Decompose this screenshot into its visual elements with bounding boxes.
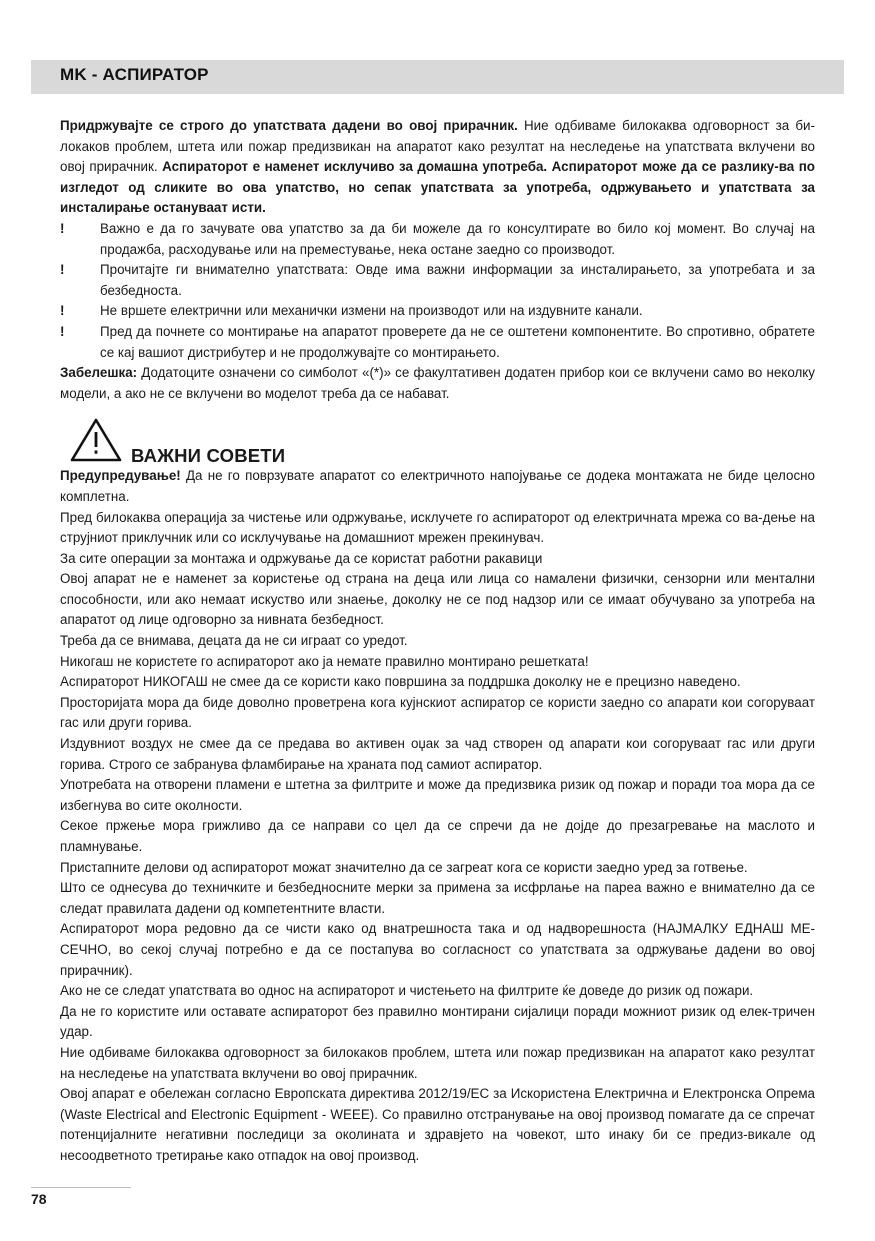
warning-paragraph: Овој апарат не е наменет за користење од страна на деца или лица со намалени физички, сензорни или ментални способности, или ако немаат искуство или знаење, доколку не се под надзор или се имаат обучувано за употреба на апаратот од лице одговорно за нивната безбедност. xyxy=(60,571,815,628)
note-paragraph xyxy=(60,363,815,404)
exclamation-icon: ! xyxy=(60,303,65,319)
warning-paragraph: Секое пржење мора грижливо да се направи со цел да се спречи да не дојде до презагревање на маслото и пламнување. xyxy=(60,818,815,854)
section-title: MK - АСПИРАТОР xyxy=(60,65,209,84)
warnings-title: ВАЖНИ СОВЕТИ xyxy=(131,444,286,466)
manual-content xyxy=(60,116,815,1167)
warning-paragraph: Употребата на отворени пламени е штетна за филтрите и може да предизвика ризик од пожар и поради тоа мора да се избегнува во сите околности. xyxy=(60,777,815,813)
intro-paragraph xyxy=(60,116,815,219)
exclamation-icon: ! xyxy=(60,220,65,236)
note-text: Додатоците означени со симболот «(*)» се факултативен додатен прибор кои се вклучени само во неколку модели, а ако не се вклучени во моделот треба да се набават. xyxy=(60,365,815,401)
warning-paragraph: Што се однесува до техничките и безбедносните мерки за примена за исфрлање на пареа важно е внимателно да се следат правилата дадени од компетентните власти. xyxy=(60,880,815,916)
warning-paragraph: Ние одбиваме билокаква одговорност за билокаков проблем, штета или пожар предизвикан на апаратот како резултат на неследење на упатствата вклучени во овој прирачник. xyxy=(60,1044,815,1081)
warning-paragraph: Треба да се внимава, децата да не си играат со уредот. xyxy=(60,633,408,649)
warning-paragraph: Никогаш не користете го аспираторот ако ја немате правилно монтирано решетката! xyxy=(60,653,589,669)
exclamation-icon: ! xyxy=(60,323,65,339)
bullet-item xyxy=(60,301,815,322)
intro-bold-lead: Придржувајте се строго до упатствата дадени во овој прирачник. xyxy=(60,118,518,133)
bullet-text: Прочитајте ги внимателно упатствата: Овде има важни информации за инсталирањето, за употребата и за безбедноста. xyxy=(100,262,815,298)
warning-paragraph: Пред билокаква операција за чистење или одржување, исклучете го аспираторот од електричната мрежа со ва-дење на струјниот приклучник или со исклучување на домашниот мрежен прекинувач. xyxy=(60,509,815,546)
warning-paragraph: Издувниот воздух не смее да се предава во активен оџак за чад створен од апарати кои согоруваат гас или други горива. Строго се забранува фламбирање на храната под самиот аспиратор. xyxy=(60,736,815,772)
warning-text: Да не го поврзувате апаратот со електричното напојување се додека монтажата не биде целосно комплетна. xyxy=(60,468,815,504)
warning-paragraph: Да не го користите или оставате аспираторот без правилно монтирани сијалици поради можниот ризик од елек-тричен удар. xyxy=(60,1003,815,1040)
warning-paragraph: Просторијата мора да биде доволно проветрена кога кујнскиот аспиратор се користи заедно со апарати кои согоруваат гас или други горива. xyxy=(60,694,815,731)
bullet-item xyxy=(60,219,815,260)
intro-text: Ние одбиваме билокаква одговорност за би-локаков проблем, штета или пожар предизвикан на апаратот како резултат на неследење на упатствата вклучени во овој прирачник. xyxy=(60,118,815,175)
bullet-text: Пред да почнете со монтирање на апаратот проверете да не се оштетени компонентите. Во спротивно, обратете се кај вашиот дистрибутер и не продолжувајте со монтирањето. xyxy=(100,323,815,360)
bullet-text: Важно е да го зачувате ова упатство за да би можеле да го консултирате во било кој момент. Во случај на продажба, расходување или на преместување, нека остане заедно со производот. xyxy=(100,220,815,257)
bullet-text: Не вршете електрични или механички измени на производот или на издувните канали. xyxy=(100,303,643,319)
warnings-heading xyxy=(60,412,815,466)
warning-triangle-icon xyxy=(60,416,126,466)
warning-paragraph xyxy=(60,466,815,507)
note-label: Забелешка: xyxy=(60,365,138,381)
page-number: 78 xyxy=(31,1191,47,1207)
warning-paragraph: За сите операции за монтажа и одржување да се користат работни ракавици xyxy=(60,550,543,566)
warning-paragraph: Ако не се следат упатствата во однос на аспираторот и чистењето на филтрите ќе доведе до ризик од пожари. xyxy=(60,983,754,999)
footer-divider xyxy=(31,1187,131,1188)
bullet-item xyxy=(60,322,815,363)
warning-paragraph: Аспираторот мора редовно да се чисти како од внатрешноста така и од надворешноста (НАЈМАЛКУ ЕДНАШ МЕ-СЕЧНО, во секој случај потребно е да се постапува во согласност со упатствата за одржување дадени во овој прирачник). xyxy=(60,921,815,978)
warning-bold-lead: Предупредување! xyxy=(60,468,181,484)
intro-bold-usage: Аспираторот е наменет исклучиво за домашна употреба. Аспираторот може да се разлику-ва по изгледот од сликите во ова упатство, но сепак упатствата за употреба, одржувањето и упатствата за инсталирање остануваат исти. xyxy=(60,159,815,216)
warning-paragraph: Овој апарат е обележан согласно Европската директива 2012/19/EC за Искористена Електрична и Електронска Опрема (Waste Electrical and Electronic Equipment - WEEE). Со правилно отстранување на овој производ помагате да се спречат потенцијалните негативни последици за околината и здравјето на човекот, што инаку би се предиз-викале од несоодветното третирање како отпадок на овој производ. xyxy=(60,1086,815,1163)
bullet-item xyxy=(60,260,815,301)
warning-paragraph: Пристапните делови од аспираторот можат значително да се загреат кога се користи заедно уред за готвење. xyxy=(60,859,748,875)
warning-paragraph: Аспираторот НИКОГАШ не смее да се користи како површина за поддршка доколку не е прецизно наведено. xyxy=(60,674,741,690)
exclamation-icon: ! xyxy=(60,262,65,278)
